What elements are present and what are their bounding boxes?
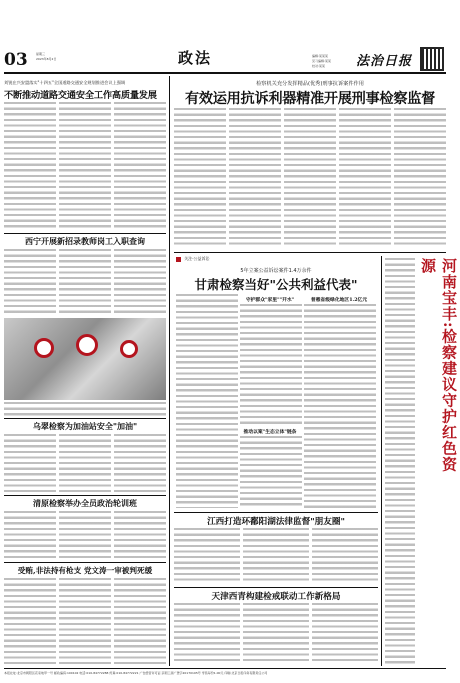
- left-story-body: [59, 102, 111, 230]
- lead-kicker: 检察机关充分发挥精品(优秀)刑事抗诉案件作用: [256, 81, 364, 87]
- story-qingyuan-body: [59, 511, 111, 559]
- feature-body: [240, 436, 302, 508]
- lead-body: [229, 108, 281, 248]
- traffic-sign-icon: [120, 340, 138, 358]
- lead-headline: 有效运用抗诉利器精准开展刑事检察监督: [185, 91, 435, 107]
- vertical-feature-headline: 河南宝丰:检察建议守护红色资源: [419, 258, 458, 473]
- story-wucui-body: [114, 434, 166, 492]
- section-title: 政法: [178, 49, 213, 67]
- feature-headline: 甘肃检察当好"公共利益代表": [194, 277, 358, 292]
- feature-kicker: 5年立案公益诉讼案件1.4万余件: [240, 268, 312, 274]
- story-qingyuan-body: [4, 511, 56, 559]
- feature-tag: [176, 256, 396, 264]
- divider: [174, 587, 378, 588]
- editor-line: 校对:某某: [312, 64, 326, 68]
- footer-rule: [4, 668, 446, 669]
- story-xining-body: [4, 249, 56, 313]
- story-fraud-body: [4, 578, 56, 664]
- story-fraud-body: [114, 578, 166, 664]
- feature-subhead: 守护群众"家里""开水": [245, 297, 295, 303]
- vertical-feature-body: [385, 258, 415, 664]
- divider: [174, 512, 378, 513]
- story-fraud-body: [59, 578, 111, 664]
- feature-subhead: 推动以案"生态立体"链条: [243, 429, 297, 435]
- story-xining-body: [114, 249, 166, 313]
- feature-tag-label: 关注·公益诉讼: [184, 256, 210, 261]
- lead-body: [284, 108, 336, 248]
- story-jiangxi-body: [243, 528, 309, 584]
- feature-body: [240, 304, 302, 424]
- story-jiangxi-body: [312, 528, 378, 584]
- footer-info: 本报社址:北京市朝阳区花家地甲一号 邮政编码:100102 电话:010-84772288 传真:010-84772221 广告经营许可证:京朝工商广登字20170195号 零售每份1.00元 印刷:北京日报印务有限责任公司: [4, 671, 268, 675]
- editor-line: 编辑:某某某: [312, 54, 329, 58]
- lead-body: [339, 108, 391, 248]
- news-photo: [4, 318, 166, 400]
- date-full: 2023年8月2日: [36, 57, 57, 61]
- feature-body: [304, 304, 376, 508]
- date-weekday: 星期三: [36, 52, 46, 56]
- story-tianjin-headline: 天津西青构建检戒联动工作新格局: [211, 592, 341, 602]
- divider: [4, 233, 166, 234]
- editor-block: [312, 54, 331, 69]
- left-story-headline: 不断推动道路交通安全工作高质量发展: [4, 90, 157, 101]
- story-wucui-body: [59, 434, 111, 492]
- column-rule: [169, 76, 170, 666]
- divider: [174, 252, 446, 253]
- story-wucui-headline: 乌翠检察为加油站安全"加油": [32, 421, 138, 431]
- divider: [4, 418, 166, 419]
- divider: [4, 495, 166, 496]
- story-jiangxi-headline: 江西打造环鄱阳湖法律监督"朋友圈": [207, 517, 345, 527]
- story-tianjin-body: [174, 603, 240, 663]
- qr-code-icon: [420, 47, 444, 71]
- traffic-sign-icon: [34, 338, 54, 358]
- story-xining-body: [59, 249, 111, 313]
- masthead-logo: 法治日报: [356, 54, 413, 69]
- feature-body: [176, 294, 238, 508]
- divider: [4, 562, 166, 563]
- photo-caption: [4, 402, 166, 416]
- header-rule: [4, 72, 446, 74]
- feature-tag-icon: [176, 257, 181, 262]
- left-story-body: [4, 102, 56, 230]
- left-story-body: [114, 102, 166, 230]
- story-jiangxi-body: [174, 528, 240, 584]
- traffic-sign-icon: [76, 334, 98, 356]
- story-qingyuan-body: [114, 511, 166, 559]
- page-number: 03: [4, 50, 28, 70]
- story-tianjin-body: [312, 603, 378, 663]
- date-block: [36, 52, 56, 62]
- left-story-kicker: 刘锐在兴安盟落实"十四五"全国道路交通安全规划推进会议上强调: [4, 80, 126, 85]
- story-wucui-body: [4, 434, 56, 492]
- story-tianjin-body: [243, 603, 309, 663]
- column-rule: [381, 256, 382, 666]
- story-fraud-headline: 受贿,非法持有枪支 党文涛一审被判死缓: [17, 566, 153, 575]
- editor-line: 见习编辑:某某: [312, 59, 332, 63]
- story-qingyuan-headline: 清原检察举办全员政治轮训班: [33, 498, 137, 508]
- story-xining-headline: 西宁开展新招录教师岗工入职查询: [25, 236, 145, 246]
- lead-body: [174, 108, 226, 248]
- feature-subhead: 普惠省级绿化地区1.2亿元: [310, 297, 368, 303]
- lead-body: [394, 108, 446, 248]
